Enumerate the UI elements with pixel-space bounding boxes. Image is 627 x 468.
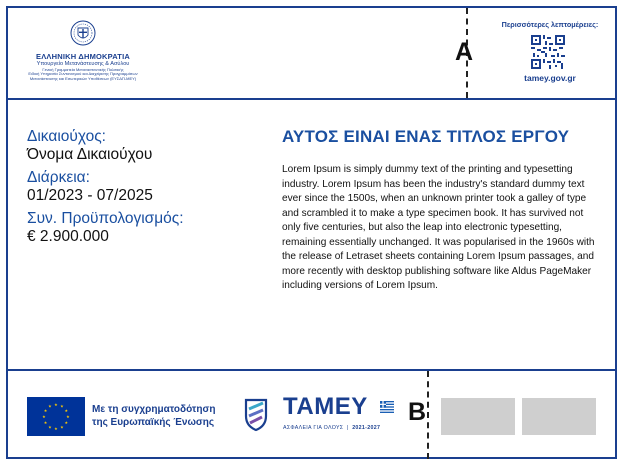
eu-star: ★ [43,407,48,413]
greek-flag-icon [380,401,394,413]
eu-star: ★ [42,413,46,419]
eu-star: ★ [43,419,48,425]
ministry-desc-1: Γενική Γραμματεία Μεταναστευτικής Πολιτικής [42,66,124,72]
logo-placeholder-1 [441,398,515,435]
tamey-period: 2021-2027 [352,425,381,431]
ministry-desc-3: Μετανάστευσης και Εσωτερικών Υποθέσεων (ΕΥΣΔΠ-ΜΕΥ) [29,76,137,82]
eu-flag-icon [27,397,85,436]
cofunding-line-1: Με τη συγχρηματοδότηση [92,404,216,415]
logo-placeholder-2 [522,398,596,435]
eu-star: ★ [54,425,58,431]
header-divider [6,98,617,100]
tamey-wordmark: ΤΑΜΕΥ [283,393,368,420]
footer-dashed-divider [427,371,429,459]
eu-star: ★ [60,424,64,430]
budget-value: € 2.900.000 [27,228,109,245]
more-info-label: Περισσότερες λεπτομέρειες: [501,20,599,29]
project-title: ΑΥΤΟΣ ΕΙΝΑΙ ΕΝΑΣ ΤΙΤΛΟΣ ΕΡΓΟΥ [282,127,570,146]
ministry-desc-2: Ειδική Υπηρεσία Συντονισμού και Διαχείρισης Προγραμμάτων [28,71,138,77]
beneficiary-value: Όνομα Δικαιούχου [27,146,153,163]
eu-star: ★ [64,419,69,425]
placeholder-a: A [455,38,474,66]
ministry-block [20,52,146,82]
tamey-shield-icon [244,396,268,432]
duration-value: 01/2023 - 07/2025 [27,187,153,204]
project-info [27,128,257,251]
footer-divider [6,369,617,371]
eu-star: ★ [66,413,70,419]
duration-label: Διάρκεια: [27,169,90,186]
eu-star: ★ [54,401,58,407]
eu-star: ★ [60,403,64,409]
placeholder-b: B [408,398,427,426]
tamey-tagline [283,425,380,431]
greek-emblem-icon [70,20,96,46]
tamey-tagline-sep: | [345,425,351,431]
project-description: Lorem Ipsum is simply dummy text of the printing and typesetting industry. Lorem Ipsum has been the industry's standard dummy text ever since the 1500s, when an unknown printer took a galley of type and scrambled it to make a type specimen book. It has survived not only five centuries, but also the leap into electronic typesetting, remaining essentially unchanged. It was popularised in the 1960s with the release of Letraset sheets containing Lorem Ipsum passages, and more recently with desktop publishing software like Aldus PageMaker including versions of Lorem Ipsum. [282,164,595,291]
qr-code-icon[interactable] [531,35,565,69]
budget-label: Συν. Προϋπολογισμός: [27,210,184,227]
website-link[interactable]: tamey.gov.gr [524,73,576,83]
eu-star: ★ [48,403,52,409]
beneficiary-label: Δικαιούχος: [27,128,106,145]
eu-star: ★ [64,407,69,413]
tamey-tagline-text: ΑΣΦΑΛΕΙΑ ΓΙΑ ΟΛΟΥΣ [283,425,344,431]
ministry-name: Υπουργείο Μετανάστευσης & Ασύλου [36,61,130,67]
eu-star: ★ [48,424,52,430]
government-name: ΕΛΛΗΝΙΚΗ ΔΗΜΟΚΡΑΤΙΑ [36,52,130,61]
cofunding-line-2: της Ευρωπαϊκής Ένωσης [92,416,215,428]
cofunding-text [92,404,237,429]
